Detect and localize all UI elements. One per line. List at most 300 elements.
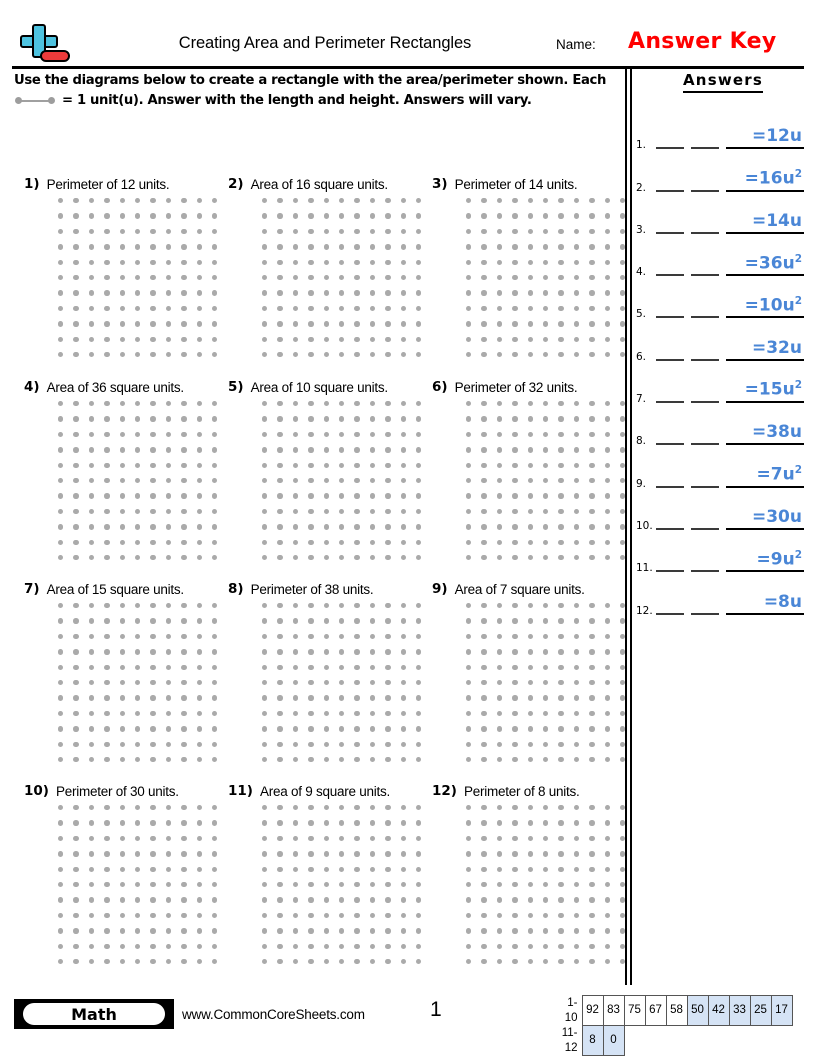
grid-dot[interactable] <box>620 897 625 902</box>
grid-dot[interactable] <box>620 198 625 203</box>
grid-dot[interactable] <box>277 928 282 933</box>
grid-dot[interactable] <box>262 524 267 529</box>
grid-dot[interactable] <box>370 447 375 452</box>
grid-dot[interactable] <box>212 618 217 623</box>
grid-dot[interactable] <box>574 198 579 203</box>
grid-dot[interactable] <box>181 352 186 357</box>
grid-dot[interactable] <box>512 352 517 357</box>
grid-dot[interactable] <box>497 432 502 437</box>
grid-dot[interactable] <box>308 416 313 421</box>
grid-dot[interactable] <box>481 665 486 670</box>
grid-dot[interactable] <box>401 634 406 639</box>
answer-blank-height[interactable] <box>691 147 719 149</box>
grid-dot[interactable] <box>385 913 390 918</box>
grid-dot[interactable] <box>512 337 517 342</box>
grid-dot[interactable] <box>528 478 533 483</box>
grid-dot[interactable] <box>558 321 563 326</box>
grid-dot[interactable] <box>262 321 267 326</box>
grid-dot[interactable] <box>385 213 390 218</box>
grid-dot[interactable] <box>497 401 502 406</box>
grid-dot[interactable] <box>293 198 298 203</box>
grid-dot[interactable] <box>354 509 359 514</box>
grid-dot[interactable] <box>120 944 125 949</box>
grid-dot[interactable] <box>197 742 202 747</box>
grid-dot[interactable] <box>89 290 94 295</box>
grid-dot[interactable] <box>543 618 548 623</box>
grid-dot[interactable] <box>370 649 375 654</box>
grid-dot[interactable] <box>166 959 171 964</box>
grid-dot[interactable] <box>104 213 109 218</box>
grid-dot[interactable] <box>589 882 594 887</box>
grid-dot[interactable] <box>354 897 359 902</box>
grid-dot[interactable] <box>73 944 78 949</box>
grid-dot[interactable] <box>181 726 186 731</box>
grid-dot[interactable] <box>262 463 267 468</box>
grid-dot[interactable] <box>181 897 186 902</box>
grid-dot[interactable] <box>354 913 359 918</box>
grid-dot[interactable] <box>166 493 171 498</box>
grid-dot[interactable] <box>120 275 125 280</box>
grid-dot[interactable] <box>150 757 155 762</box>
grid-dot[interactable] <box>120 634 125 639</box>
grid-dot[interactable] <box>308 603 313 608</box>
grid-dot[interactable] <box>497 944 502 949</box>
grid-dot[interactable] <box>89 260 94 265</box>
grid-dot[interactable] <box>73 213 78 218</box>
grid-dot[interactable] <box>558 959 563 964</box>
grid-dot[interactable] <box>73 665 78 670</box>
grid-dot[interactable] <box>120 321 125 326</box>
grid-dot[interactable] <box>89 306 94 311</box>
grid-dot[interactable] <box>605 867 610 872</box>
grid-dot[interactable] <box>512 524 517 529</box>
grid-dot[interactable] <box>605 634 610 639</box>
grid-dot[interactable] <box>481 711 486 716</box>
grid-dot[interactable] <box>212 509 217 514</box>
grid-dot[interactable] <box>528 836 533 841</box>
grid-dot[interactable] <box>401 306 406 311</box>
grid-dot[interactable] <box>481 742 486 747</box>
grid-dot[interactable] <box>574 555 579 560</box>
grid-dot[interactable] <box>558 820 563 825</box>
grid-dot[interactable] <box>589 603 594 608</box>
grid-dot[interactable] <box>293 213 298 218</box>
grid-dot[interactable] <box>104 478 109 483</box>
grid-dot[interactable] <box>277 944 282 949</box>
grid-dot[interactable] <box>181 959 186 964</box>
grid-dot[interactable] <box>150 680 155 685</box>
grid-dot[interactable] <box>293 680 298 685</box>
grid-dot[interactable] <box>370 493 375 498</box>
grid-dot[interactable] <box>262 897 267 902</box>
grid-dot[interactable] <box>181 757 186 762</box>
grid-dot[interactable] <box>416 260 421 265</box>
grid-dot[interactable] <box>558 867 563 872</box>
grid-dot[interactable] <box>120 726 125 731</box>
grid-dot[interactable] <box>89 493 94 498</box>
grid-dot[interactable] <box>620 634 625 639</box>
grid-dot[interactable] <box>197 401 202 406</box>
grid-dot[interactable] <box>354 463 359 468</box>
grid-dot[interactable] <box>416 913 421 918</box>
grid-dot[interactable] <box>308 867 313 872</box>
grid-dot[interactable] <box>574 290 579 295</box>
grid-dot[interactable] <box>416 244 421 249</box>
grid-dot[interactable] <box>370 634 375 639</box>
grid-dot[interactable] <box>308 959 313 964</box>
grid-dot[interactable] <box>339 913 344 918</box>
grid-dot[interactable] <box>293 618 298 623</box>
grid-dot[interactable] <box>324 665 329 670</box>
grid-dot[interactable] <box>324 493 329 498</box>
grid-dot[interactable] <box>620 416 625 421</box>
grid-dot[interactable] <box>370 820 375 825</box>
grid-dot[interactable] <box>277 555 282 560</box>
grid-dot[interactable] <box>120 509 125 514</box>
grid-dot[interactable] <box>512 836 517 841</box>
grid-dot[interactable] <box>58 463 63 468</box>
grid-dot[interactable] <box>339 478 344 483</box>
grid-dot[interactable] <box>620 321 625 326</box>
grid-dot[interactable] <box>558 649 563 654</box>
grid-dot[interactable] <box>73 432 78 437</box>
grid-dot[interactable] <box>589 897 594 902</box>
grid-dot[interactable] <box>605 244 610 249</box>
grid-dot[interactable] <box>574 244 579 249</box>
grid-dot[interactable] <box>543 851 548 856</box>
grid-dot[interactable] <box>574 820 579 825</box>
grid-dot[interactable] <box>293 463 298 468</box>
grid-dot[interactable] <box>466 959 471 964</box>
grid-dot[interactable] <box>308 213 313 218</box>
grid-dot[interactable] <box>150 618 155 623</box>
grid-dot[interactable] <box>466 649 471 654</box>
grid-dot[interactable] <box>620 867 625 872</box>
grid-dot[interactable] <box>512 634 517 639</box>
grid-dot[interactable] <box>481 260 486 265</box>
grid-dot[interactable] <box>181 290 186 295</box>
grid-dot[interactable] <box>135 432 140 437</box>
grid-dot[interactable] <box>262 959 267 964</box>
grid-dot[interactable] <box>339 509 344 514</box>
grid-dot[interactable] <box>620 851 625 856</box>
grid-dot[interactable] <box>605 306 610 311</box>
grid-dot[interactable] <box>620 463 625 468</box>
grid-dot[interactable] <box>605 726 610 731</box>
grid-dot[interactable] <box>324 603 329 608</box>
grid-dot[interactable] <box>416 851 421 856</box>
grid-dot[interactable] <box>58 260 63 265</box>
grid-dot[interactable] <box>120 820 125 825</box>
grid-dot[interactable] <box>324 337 329 342</box>
grid-dot[interactable] <box>166 867 171 872</box>
grid-dot[interactable] <box>197 524 202 529</box>
grid-dot[interactable] <box>512 959 517 964</box>
grid-dot[interactable] <box>181 928 186 933</box>
grid-dot[interactable] <box>416 416 421 421</box>
answer-blank-height[interactable] <box>691 528 719 530</box>
grid-dot[interactable] <box>354 634 359 639</box>
grid-dot[interactable] <box>620 726 625 731</box>
grid-dot[interactable] <box>308 524 313 529</box>
grid-dot[interactable] <box>543 213 548 218</box>
grid-dot[interactable] <box>308 913 313 918</box>
grid-dot[interactable] <box>605 463 610 468</box>
dot-grid[interactable] <box>262 198 422 358</box>
grid-dot[interactable] <box>370 524 375 529</box>
grid-dot[interactable] <box>277 959 282 964</box>
grid-dot[interactable] <box>401 337 406 342</box>
grid-dot[interactable] <box>293 416 298 421</box>
grid-dot[interactable] <box>497 649 502 654</box>
grid-dot[interactable] <box>197 275 202 280</box>
grid-dot[interactable] <box>181 337 186 342</box>
grid-dot[interactable] <box>497 757 502 762</box>
grid-dot[interactable] <box>104 509 109 514</box>
grid-dot[interactable] <box>212 680 217 685</box>
grid-dot[interactable] <box>528 680 533 685</box>
grid-dot[interactable] <box>466 695 471 700</box>
grid-dot[interactable] <box>181 321 186 326</box>
grid-dot[interactable] <box>308 695 313 700</box>
grid-dot[interactable] <box>120 805 125 810</box>
grid-dot[interactable] <box>89 867 94 872</box>
grid-dot[interactable] <box>543 244 548 249</box>
grid-dot[interactable] <box>605 959 610 964</box>
grid-dot[interactable] <box>166 290 171 295</box>
grid-dot[interactable] <box>370 665 375 670</box>
grid-dot[interactable] <box>558 928 563 933</box>
grid-dot[interactable] <box>293 306 298 311</box>
grid-dot[interactable] <box>370 244 375 249</box>
grid-dot[interactable] <box>293 742 298 747</box>
grid-dot[interactable] <box>354 867 359 872</box>
grid-dot[interactable] <box>528 229 533 234</box>
grid-dot[interactable] <box>150 290 155 295</box>
grid-dot[interactable] <box>605 805 610 810</box>
grid-dot[interactable] <box>354 401 359 406</box>
grid-dot[interactable] <box>150 944 155 949</box>
grid-dot[interactable] <box>181 306 186 311</box>
grid-dot[interactable] <box>574 229 579 234</box>
grid-dot[interactable] <box>466 509 471 514</box>
grid-dot[interactable] <box>166 321 171 326</box>
grid-dot[interactable] <box>89 432 94 437</box>
grid-dot[interactable] <box>293 337 298 342</box>
grid-dot[interactable] <box>339 959 344 964</box>
grid-dot[interactable] <box>370 959 375 964</box>
grid-dot[interactable] <box>589 711 594 716</box>
grid-dot[interactable] <box>277 321 282 326</box>
grid-dot[interactable] <box>58 959 63 964</box>
grid-dot[interactable] <box>262 337 267 342</box>
grid-dot[interactable] <box>528 244 533 249</box>
grid-dot[interactable] <box>89 213 94 218</box>
grid-dot[interactable] <box>401 820 406 825</box>
grid-dot[interactable] <box>466 897 471 902</box>
grid-dot[interactable] <box>543 540 548 545</box>
grid-dot[interactable] <box>277 352 282 357</box>
grid-dot[interactable] <box>212 649 217 654</box>
grid-dot[interactable] <box>497 290 502 295</box>
grid-dot[interactable] <box>150 260 155 265</box>
grid-dot[interactable] <box>58 757 63 762</box>
grid-dot[interactable] <box>293 509 298 514</box>
grid-dot[interactable] <box>166 851 171 856</box>
grid-dot[interactable] <box>308 836 313 841</box>
grid-dot[interactable] <box>401 540 406 545</box>
grid-dot[interactable] <box>512 742 517 747</box>
grid-dot[interactable] <box>385 337 390 342</box>
grid-dot[interactable] <box>543 337 548 342</box>
grid-dot[interactable] <box>589 836 594 841</box>
grid-dot[interactable] <box>89 742 94 747</box>
grid-dot[interactable] <box>262 198 267 203</box>
answer-blank-length[interactable] <box>656 613 684 615</box>
grid-dot[interactable] <box>370 401 375 406</box>
grid-dot[interactable] <box>324 213 329 218</box>
grid-dot[interactable] <box>120 493 125 498</box>
grid-dot[interactable] <box>262 726 267 731</box>
grid-dot[interactable] <box>120 695 125 700</box>
grid-dot[interactable] <box>401 928 406 933</box>
grid-dot[interactable] <box>385 352 390 357</box>
grid-dot[interactable] <box>466 524 471 529</box>
grid-dot[interactable] <box>339 649 344 654</box>
grid-dot[interactable] <box>528 603 533 608</box>
grid-dot[interactable] <box>543 913 548 918</box>
grid-dot[interactable] <box>416 959 421 964</box>
grid-dot[interactable] <box>416 306 421 311</box>
grid-dot[interactable] <box>89 618 94 623</box>
grid-dot[interactable] <box>150 805 155 810</box>
grid-dot[interactable] <box>293 928 298 933</box>
grid-dot[interactable] <box>212 634 217 639</box>
grid-dot[interactable] <box>73 509 78 514</box>
grid-dot[interactable] <box>277 290 282 295</box>
grid-dot[interactable] <box>528 432 533 437</box>
grid-dot[interactable] <box>605 290 610 295</box>
grid-dot[interactable] <box>574 634 579 639</box>
grid-dot[interactable] <box>512 290 517 295</box>
grid-dot[interactable] <box>212 882 217 887</box>
grid-dot[interactable] <box>104 757 109 762</box>
grid-dot[interactable] <box>135 742 140 747</box>
grid-dot[interactable] <box>120 432 125 437</box>
grid-dot[interactable] <box>89 820 94 825</box>
answer-blank-height[interactable] <box>691 443 719 445</box>
grid-dot[interactable] <box>481 493 486 498</box>
grid-dot[interactable] <box>574 493 579 498</box>
grid-dot[interactable] <box>150 416 155 421</box>
grid-dot[interactable] <box>308 897 313 902</box>
grid-dot[interactable] <box>324 695 329 700</box>
grid-dot[interactable] <box>73 867 78 872</box>
grid-dot[interactable] <box>120 352 125 357</box>
grid-dot[interactable] <box>528 742 533 747</box>
grid-dot[interactable] <box>354 416 359 421</box>
grid-dot[interactable] <box>497 726 502 731</box>
grid-dot[interactable] <box>89 337 94 342</box>
grid-dot[interactable] <box>543 805 548 810</box>
grid-dot[interactable] <box>466 742 471 747</box>
grid-dot[interactable] <box>89 680 94 685</box>
grid-dot[interactable] <box>605 665 610 670</box>
grid-dot[interactable] <box>558 352 563 357</box>
grid-dot[interactable] <box>354 290 359 295</box>
answer-blank-length[interactable] <box>656 232 684 234</box>
grid-dot[interactable] <box>277 757 282 762</box>
grid-dot[interactable] <box>416 352 421 357</box>
grid-dot[interactable] <box>73 229 78 234</box>
grid-dot[interactable] <box>89 944 94 949</box>
grid-dot[interactable] <box>135 649 140 654</box>
grid-dot[interactable] <box>416 432 421 437</box>
grid-dot[interactable] <box>104 928 109 933</box>
grid-dot[interactable] <box>466 416 471 421</box>
grid-dot[interactable] <box>293 836 298 841</box>
grid-dot[interactable] <box>558 634 563 639</box>
grid-dot[interactable] <box>181 742 186 747</box>
grid-dot[interactable] <box>135 478 140 483</box>
grid-dot[interactable] <box>481 649 486 654</box>
grid-dot[interactable] <box>181 555 186 560</box>
grid-dot[interactable] <box>466 851 471 856</box>
grid-dot[interactable] <box>58 352 63 357</box>
grid-dot[interactable] <box>385 478 390 483</box>
grid-dot[interactable] <box>589 509 594 514</box>
grid-dot[interactable] <box>135 306 140 311</box>
grid-dot[interactable] <box>308 726 313 731</box>
grid-dot[interactable] <box>120 649 125 654</box>
grid-dot[interactable] <box>212 447 217 452</box>
grid-dot[interactable] <box>370 897 375 902</box>
dot-grid[interactable] <box>466 805 626 965</box>
grid-dot[interactable] <box>166 820 171 825</box>
grid-dot[interactable] <box>466 680 471 685</box>
grid-dot[interactable] <box>528 913 533 918</box>
grid-dot[interactable] <box>354 524 359 529</box>
grid-dot[interactable] <box>89 198 94 203</box>
grid-dot[interactable] <box>416 213 421 218</box>
grid-dot[interactable] <box>73 524 78 529</box>
grid-dot[interactable] <box>73 882 78 887</box>
grid-dot[interactable] <box>212 851 217 856</box>
grid-dot[interactable] <box>574 352 579 357</box>
grid-dot[interactable] <box>605 944 610 949</box>
grid-dot[interactable] <box>589 555 594 560</box>
grid-dot[interactable] <box>620 509 625 514</box>
grid-dot[interactable] <box>324 478 329 483</box>
grid-dot[interactable] <box>104 244 109 249</box>
grid-dot[interactable] <box>73 478 78 483</box>
grid-dot[interactable] <box>135 867 140 872</box>
grid-dot[interactable] <box>558 555 563 560</box>
grid-dot[interactable] <box>150 603 155 608</box>
grid-dot[interactable] <box>166 524 171 529</box>
grid-dot[interactable] <box>293 944 298 949</box>
grid-dot[interactable] <box>308 447 313 452</box>
grid-dot[interactable] <box>104 603 109 608</box>
grid-dot[interactable] <box>543 463 548 468</box>
grid-dot[interactable] <box>370 555 375 560</box>
grid-dot[interactable] <box>558 229 563 234</box>
grid-dot[interactable] <box>120 524 125 529</box>
grid-dot[interactable] <box>120 540 125 545</box>
grid-dot[interactable] <box>481 213 486 218</box>
grid-dot[interactable] <box>605 352 610 357</box>
grid-dot[interactable] <box>181 244 186 249</box>
